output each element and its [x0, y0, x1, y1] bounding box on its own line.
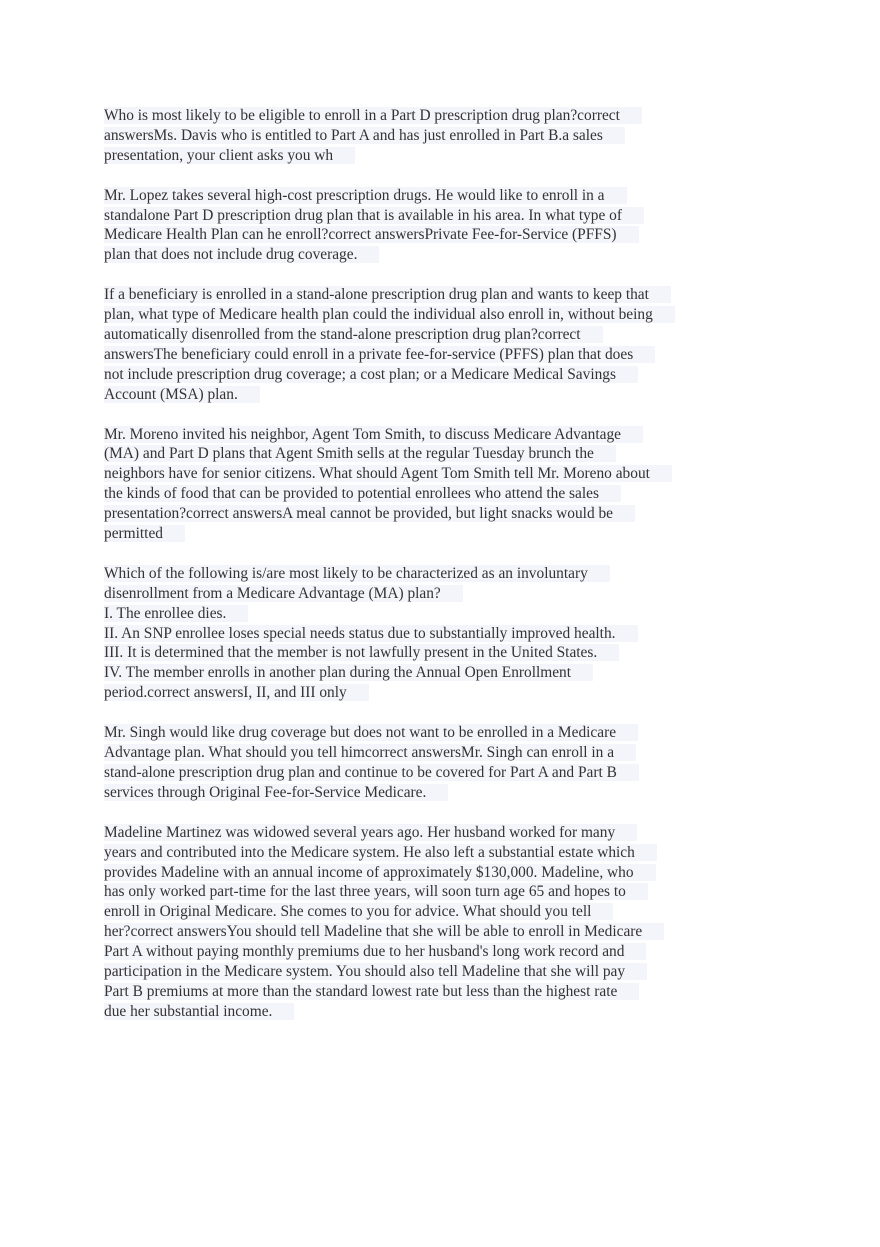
text-line: disenrollment from a Medicare Advantage (MA) plan?	[104, 584, 784, 604]
text-line: II. An SNP enrollee loses special needs status due to substantially improved health.	[104, 624, 784, 644]
text-line: answersMs. Davis who is entitled to Part A and has just enrolled in Part B.a sales	[104, 126, 784, 146]
text-line: permitted	[104, 524, 784, 544]
text-line: presentation, your client asks you wh	[104, 146, 784, 166]
text-line: standalone Part D prescription drug plan that is available in his area. In what type of	[104, 206, 784, 226]
text-line: services through Original Fee-for-Service Medicare.	[104, 783, 784, 803]
text-line: Madeline Martinez was widowed several years ago. Her husband worked for many	[104, 823, 784, 843]
text-line: years and contributed into the Medicare system. He also left a substantial estate which	[104, 843, 784, 863]
text-line: automatically disenrolled from the stand-alone prescription drug plan?correct	[104, 325, 784, 345]
text-line: Advantage plan. What should you tell himcorrect answersMr. Singh can enroll in a	[104, 743, 784, 763]
paragraph-mr-singh	[104, 723, 784, 803]
text-line: Account (MSA) plan.	[104, 385, 784, 405]
text-line: neighbors have for senior citizens. What should Agent Tom Smith tell Mr. Moreno about	[104, 464, 784, 484]
text-line: not include prescription drug coverage; a cost plan; or a Medicare Medical Savings	[104, 365, 784, 385]
paragraph-part-d-eligibility	[104, 106, 784, 166]
text-line: plan that does not include drug coverage.	[104, 245, 784, 265]
text-line: III. It is determined that the member is not lawfully present in the United States.	[104, 643, 784, 663]
text-line: due her substantial income.	[104, 1002, 784, 1022]
text-line: answersThe beneficiary could enroll in a private fee-for-service (PFFS) plan that does	[104, 345, 784, 365]
paragraph-mr-moreno	[104, 425, 784, 544]
paragraph-madeline-martinez	[104, 823, 784, 1022]
text-line: Mr. Moreno invited his neighbor, Agent Tom Smith, to discuss Medicare Advantage	[104, 425, 784, 445]
paragraph-involuntary-disenrollment	[104, 564, 784, 703]
paragraph-stand-alone-pdp	[104, 285, 784, 404]
text-line: her?correct answersYou should tell Madeline that she will be able to enroll in Medicare	[104, 922, 784, 942]
text-line: Part A without paying monthly premiums due to her husband's long work record and	[104, 942, 784, 962]
text-line: Mr. Lopez takes several high-cost prescription drugs. He would like to enroll in a	[104, 186, 784, 206]
text-line: participation in the Medicare system. You should also tell Madeline that she will pay	[104, 962, 784, 982]
text-line: stand-alone prescription drug plan and continue to be covered for Part A and Part B	[104, 763, 784, 783]
text-line: provides Madeline with an annual income of approximately $130,000. Madeline, who	[104, 863, 784, 883]
paragraph-mr-lopez	[104, 186, 784, 266]
text-line: Medicare Health Plan can he enroll?correct answersPrivate Fee-for-Service (PFFS)	[104, 225, 784, 245]
text-line: Mr. Singh would like drug coverage but does not want to be enrolled in a Medicare	[104, 723, 784, 743]
text-line: IV. The member enrolls in another plan during the Annual Open Enrollment	[104, 663, 784, 683]
text-line: the kinds of food that can be provided to potential enrollees who attend the sales	[104, 484, 784, 504]
text-line: If a beneficiary is enrolled in a stand-alone prescription drug plan and wants to keep that	[104, 285, 784, 305]
text-line: period.correct answersI, II, and III only	[104, 683, 784, 703]
text-line: Who is most likely to be eligible to enroll in a Part D prescription drug plan?correct	[104, 106, 784, 126]
text-line: I. The enrollee dies.	[104, 604, 784, 624]
text-line: (MA) and Part D plans that Agent Smith sells at the regular Tuesday brunch the	[104, 444, 784, 464]
document-body	[104, 106, 784, 1042]
text-line: Part B premiums at more than the standard lowest rate but less than the highest rate	[104, 982, 784, 1002]
text-line: Which of the following is/are most likely to be characterized as an involuntary	[104, 564, 784, 584]
text-line: plan, what type of Medicare health plan could the individual also enroll in, without being	[104, 305, 784, 325]
text-line: enroll in Original Medicare. She comes to you for advice. What should you tell	[104, 902, 784, 922]
text-line: has only worked part-time for the last three years, will soon turn age 65 and hopes to	[104, 882, 784, 902]
text-line: presentation?correct answersA meal cannot be provided, but light snacks would be	[104, 504, 784, 524]
